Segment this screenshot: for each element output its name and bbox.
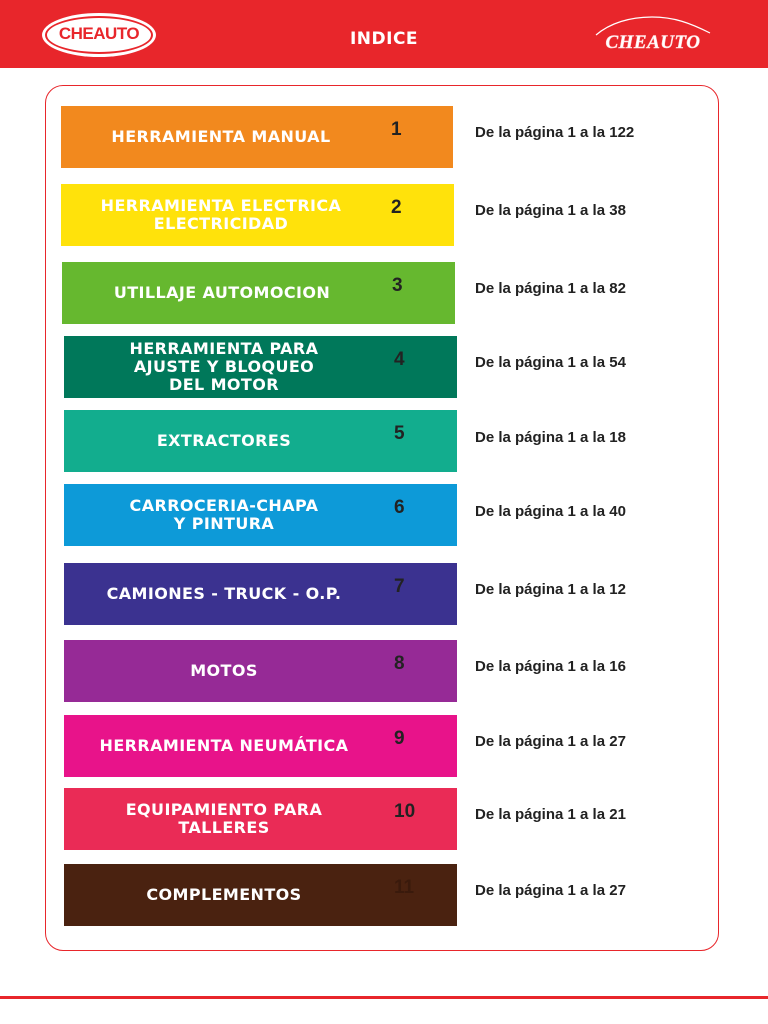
section-label: CARROCERIA-CHAPA Y PINTURA [129, 496, 319, 533]
section-bar-6[interactable] [64, 484, 457, 546]
section-bar-2[interactable] [61, 184, 454, 246]
section-number: 5 [394, 423, 405, 444]
section-page-range: De la página 1 a la 54 [475, 354, 626, 371]
footer-rule [0, 996, 768, 999]
section-label: HERRAMIENTA ELECTRICA ELECTRICIDAD [100, 196, 342, 233]
page-title: INDICE [349, 29, 419, 49]
section-page-range: De la página 1 a la 40 [475, 503, 626, 520]
section-bar-9[interactable] [64, 715, 457, 777]
section-bar-5[interactable] [64, 410, 457, 472]
section-number: 4 [394, 349, 405, 370]
section-label: UTILLAJE AUTOMOCION [113, 283, 331, 302]
section-page-range: De la página 1 a la 16 [475, 658, 626, 675]
section-page-range: De la página 1 a la 38 [475, 202, 626, 219]
section-page-range: De la página 1 a la 82 [475, 280, 626, 297]
cheauto-logo-right [584, 10, 722, 58]
section-bar-8[interactable] [64, 640, 457, 702]
section-bar-11[interactable] [64, 864, 457, 926]
section-page-range: De la página 1 a la 21 [475, 806, 626, 823]
section-label: COMPLEMENTOS [146, 885, 302, 904]
header-bar [0, 0, 768, 68]
section-number: 3 [392, 275, 403, 296]
logo-left-text: CHEAUTO [58, 24, 140, 43]
section-number: 7 [394, 576, 405, 597]
section-bar-10[interactable] [64, 788, 457, 850]
section-label: MOTOS [190, 661, 258, 680]
section-bar-7[interactable] [64, 563, 457, 625]
section-bar-3[interactable] [62, 262, 455, 324]
section-label: CAMIONES - TRUCK - O.P. [106, 584, 342, 603]
section-bar-1[interactable] [61, 106, 453, 168]
section-number: 6 [394, 497, 405, 518]
section-page-range: De la página 1 a la 27 [475, 733, 626, 750]
section-bar-4[interactable] [64, 336, 457, 398]
section-number: 1 [391, 119, 402, 140]
logo-right-text: CHEAUTO [605, 32, 701, 53]
section-page-range: De la página 1 a la 122 [475, 124, 635, 141]
section-label: EXTRACTORES [156, 431, 292, 450]
section-number: 11 [394, 877, 415, 898]
section-label: HERRAMIENTA PARA AJUSTE Y BLOQUEO DEL MOTOR [129, 339, 319, 394]
section-label: HERRAMIENTA NEUMÁTICA [99, 736, 349, 755]
section-page-range: De la página 1 a la 18 [475, 429, 626, 446]
section-number: 8 [394, 653, 405, 674]
section-number: 9 [394, 728, 405, 749]
section-label: HERRAMIENTA MANUAL [111, 127, 331, 146]
section-number: 10 [394, 801, 416, 822]
section-page-range: De la página 1 a la 27 [475, 882, 626, 899]
section-page-range: De la página 1 a la 12 [475, 581, 626, 598]
section-label: EQUIPAMIENTO PARA TALLERES [125, 800, 323, 837]
section-number: 2 [391, 197, 402, 218]
